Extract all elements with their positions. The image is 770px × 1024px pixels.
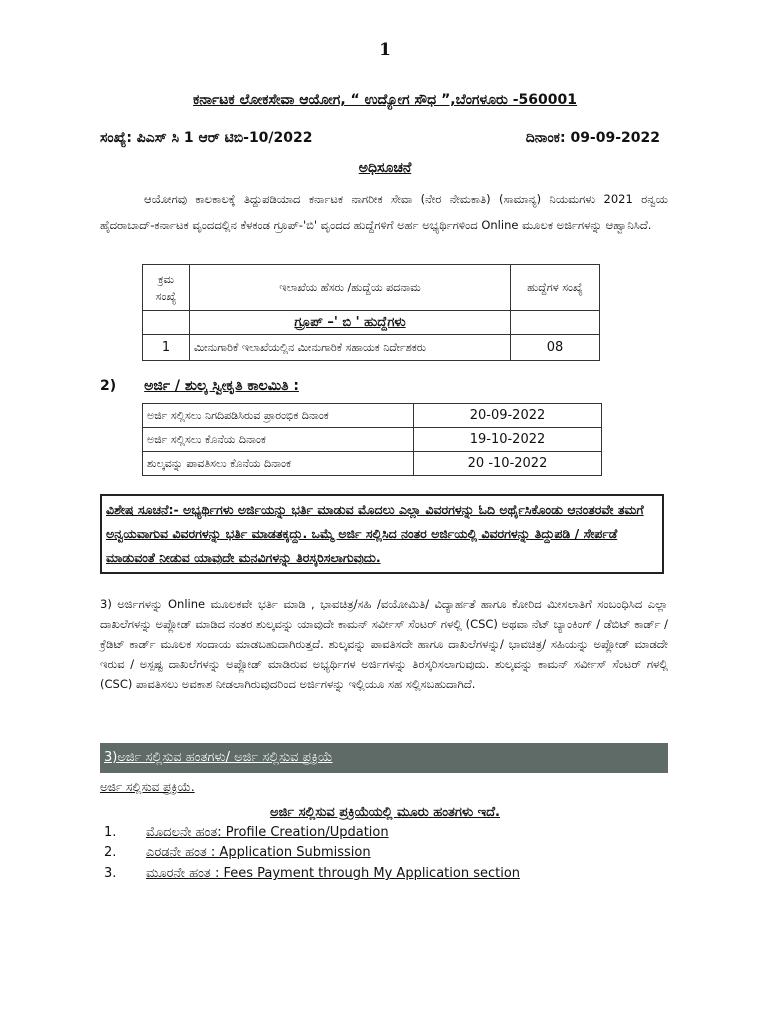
list-item: 1. ಮೊದಲನೇ ಹಂತ: Profile Creation/Updation xyxy=(104,825,389,840)
date-label: ಅರ್ಜಿ ಸಲ್ಲಿಸಲು ಕೊನೆಯ ದಿನಾಂಕ xyxy=(143,428,414,452)
table-row xyxy=(143,404,602,428)
post-name: ಮೀನುಗಾರಿಕೆ ಇಲಾಖೆಯಲ್ಲಿನ ಮೀನುಗಾರಿಕೆ ಸಹಾಯಕ ನಿರ್ದೇಶಕರು xyxy=(190,335,511,361)
page-number: 1 xyxy=(379,40,391,60)
posts-table xyxy=(142,264,600,361)
list-item: 3. ಮೂರನೇ ಹಂತ : Fees Payment through My Application section xyxy=(104,866,521,881)
posts-col-count: ಹುದ್ದೆಗಳ ಸಂಖ್ಯೆ xyxy=(511,265,600,311)
list-item: 2. ಎರಡನೇ ಹಂತ : Application Submission xyxy=(104,845,371,860)
intro-paragraph: ಆಯೋಗವು ಕಾಲಕಾಲಕ್ಕೆ ತಿದ್ದುಪಡಿಯಾದ ಕರ್ನಾಟಕ ನಾಗರೀಕ ಸೇವಾ (ನೇರ ನೇಮಕಾತಿ) (ಸಾಮಾನ್ಯ) ನಿಯಮಗಳು 2021 ರನ್ವಯ ಹೈದರಾಬಾದ್-ಕರ್ನಾಟಕ ವೃಂದದಲ್ಲಿನ ಕೆಳಕಂಡ ಗ್ರೂಪ್-'ಬಿ' ವೃಂದದ ಹುದ್ದೆಗಳಿಗೆ ಅರ್ಹ ಅಭ್ಯರ್ಥಿಗಳಿಂದ Online ಮೂಲಕ ಅರ್ಜಿಗಳನ್ನು ಆಹ್ವಾನಿಸಿದೆ. xyxy=(100,192,668,232)
date-value: 19-10-2022 xyxy=(414,428,602,452)
process-subheading: ಅರ್ಜಿ ಸಲ್ಲಿಸುವ ಪ್ರಕ್ರಿಯೆ. xyxy=(100,780,195,794)
notification-heading: ಅಧಿಸೂಚನೆ xyxy=(358,160,412,176)
date-value: 20 -10-2022 xyxy=(414,452,602,476)
table-row xyxy=(143,452,602,476)
dates-table xyxy=(142,403,602,476)
table-row xyxy=(143,335,600,361)
notification-date: ದಿನಾಂಕ: 09-09-2022 xyxy=(525,130,660,146)
section-3-banner: 3)ಅರ್ಜಿ ಸಲ್ಲಿಸುವ ಹಂತಗಳು/ ಅರ್ಜಿ ಸಲ್ಲಿಸುವ ಪ್ರಕ್ರಿಯೆ xyxy=(100,743,668,773)
section-2-heading: 2) ಅರ್ಜಿ / ಶುಲ್ಕ ಸ್ವೀಕೃತಿ ಕಾಲಮಿತಿ : xyxy=(100,378,299,394)
post-count: 08 xyxy=(511,335,600,361)
date-label: ಶುಲ್ಕವನ್ನು ಪಾವತಿಸಲು ಕೊನೆಯ ದಿನಾಂಕ xyxy=(143,452,414,476)
page-title: ಕರ್ನಾಟಕ ಲೋಕಸೇವಾ ಆಯೋಗ, “ ಉದ್ಯೋಗ ಸೌಧ ”,ಬೆಂಗಳೂರು -560001 xyxy=(192,92,578,108)
reference-number: ಸಂಖ್ಯೆ: ಪಿಎಸ್ ಸಿ 1 ಆರ್ ಟಿಬಿ-10/2022 xyxy=(100,130,313,146)
paragraph-3: 3) ಅರ್ಜಿಗಳನ್ನು Online ಮೂಲಕವೇ ಭರ್ತಿ ಮಾಡಿ , ಭಾವಚಿತ್ರ/ಸಹಿ /ವಯೋಮಿತಿ/ ವಿದ್ಯಾರ್ಹತೆ ಹಾಗೂ ಕೋರಿದ ಮೀಸಲಾತಿಗೆ ಸಂಬಂಧಿಸಿದ ಎಲ್ಲಾ ದಾಖಲೆಗಳನ್ನು ಅಪ್ಲೋಡ್ ಮಾಡಿದ ನಂತರ ಶುಲ್ಕವನ್ನು ಯಾವುದೇ ಕಾಮನ್ ಸರ್ವೀಸ್ ಸೆಂಟರ್ ಗಳಲ್ಲಿ (CSC) ಅಥವಾ ನೆಟ್ ಬ್ಯಾಂಕಿಂಗ್ / ಡೆಬಿಟ್ ಕಾರ್ಡ್ / ಕ್ರೆಡಿಟ್ ಕಾರ್ಡ್ ಮೂಲಕ ಸಂದಾಯ ಮಾಡಬಹುದಾಗಿರುತ್ತದೆ. ಶುಲ್ಕವನ್ನು ಪಾವತಿಸದೇ ಹಾಗೂ ದಾಖಲೆಗಳನ್ನು/ ಭಾವಚಿತ್ರ/ ಸಹಿಯನ್ನು ಅಪ್ಲೋಡ್ ಮಾಡದೇ ಇರುವ / ಅಸ್ಪಷ್ಟ ದಾಖಲೆಗಳನ್ನು ಅಪ್ಲೋಡ್ ಮಾಡಿರುವ ಅಭ್ಯರ್ಥಿಗಳ ಅರ್ಜಿಗಳನ್ನು ತಿರಸ್ಕರಿಸಲಾಗುವುದು. ಶುಲ್ಕವನ್ನು ಕಾಮನ್ ಸರ್ವೀಸ್ ಸೆಂಟರ್ ಗಳಲ್ಲಿ (CSC) ಪಾವತಿಸಲು ಅವಕಾಶ ನೀಡಲಾಗಿರುವುದರಿಂದ ಅರ್ಜಿಗಳನ್ನು ಇಲ್ಲಿಯೂ ಸಹ ಸಲ್ಲಿಸಬಹುದಾಗಿದೆ. xyxy=(100,597,668,691)
date-label: ಅರ್ಜಿ ಸಲ್ಲಿಸಲು ನಿಗದಿಪಡಿಸಿರುವ ಪ್ರಾರಂಭಿಕ ದಿನಾಂಕ xyxy=(143,404,414,428)
post-sl: 1 xyxy=(143,335,190,361)
posts-col-sl: ಕ್ರಮ ಸಂಖ್ಯೆ xyxy=(143,265,190,311)
table-row xyxy=(143,428,602,452)
process-summary: ಅರ್ಜಿ ಸಲ್ಲಿಸುವ ಪ್ರಕ್ರಿಯೆಯಲ್ಲಿ ಮೂರು ಹಂತಗಳು ಇದೆ. xyxy=(270,805,500,820)
date-value: 20-09-2022 xyxy=(414,404,602,428)
special-notice: ವಿಶೇಷ ಸೂಚನೆ:- ಅಭ್ಯರ್ಥಿಗಳು ಅರ್ಜಿಯನ್ನು ಭರ್ತಿ ಮಾಡುವ ಮೊದಲು ಎಲ್ಲಾ ವಿವರಗಳನ್ನು ಓದಿ ಅರ್ಥೈಸಿಕೊಂಡು ಆನಂತರವೇ ತಮಗೆ ಅನ್ವಯವಾಗುವ ವಿವರಗಳನ್ನು ಭರ್ತಿ ಮಾಡತಕ್ಕದ್ದು. ಒಮ್ಮೆ ಅರ್ಜಿ ಸಲ್ಲಿಸಿದ ನಂತರ ಅರ್ಜಿಯಲ್ಲಿ ವಿವರಗಳನ್ನು ತಿದ್ದುಪಡಿ / ಸೇರ್ಪಡೆ ಮಾಡುವಂತೆ ನೀಡುವ ಯಾವುದೇ ಮನವಿಗಳನ್ನು ತಿರಸ್ಕರಿಸಲಾಗುವುದು. xyxy=(100,494,664,574)
group-label: ಗ್ರೂಪ್ –' ಬಿ ' ಹುದ್ದೆಗಳು xyxy=(190,311,511,335)
posts-col-name: ಇಲಾಖೆಯ ಹೆಸರು /ಹುದ್ದೆಯ ಪದನಾಮ xyxy=(190,265,511,311)
